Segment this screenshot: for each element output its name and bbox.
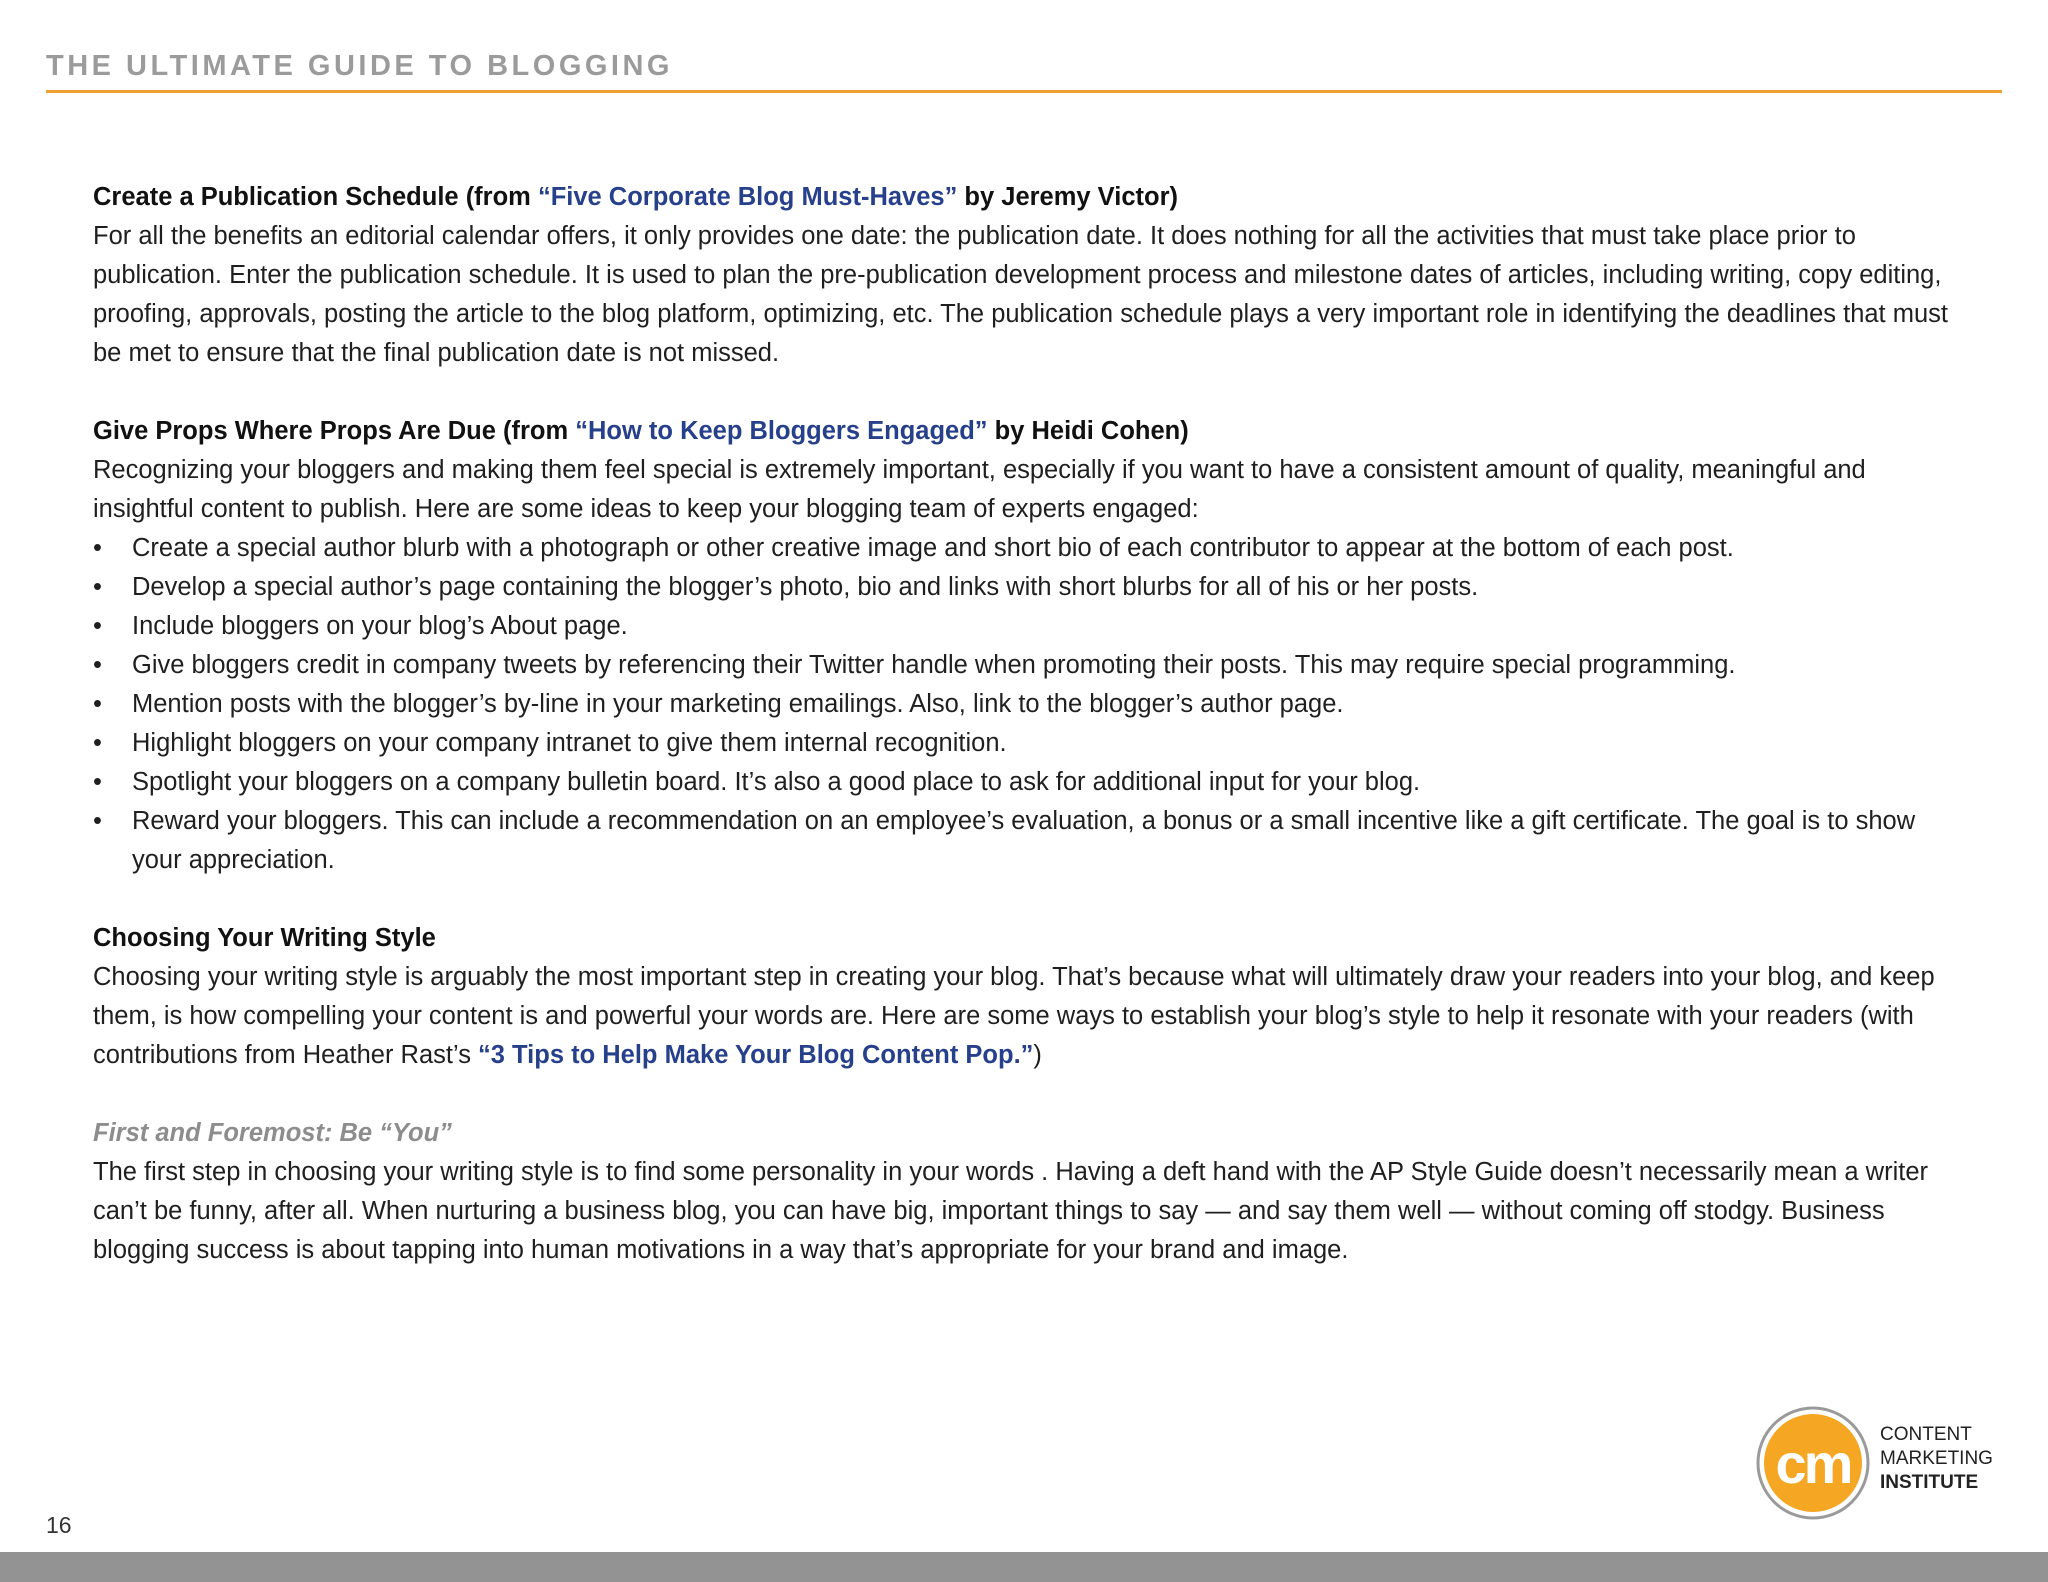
source-author: by Jeremy Victor) <box>957 183 1178 211</box>
section-heading <box>93 178 1963 217</box>
heading-text: Give Props Where Props Are Due <box>93 417 496 445</box>
section-body: For all the benefits an editorial calendar offers, it only provides one date: the publication date. It does nothing for all the activities that must take place prior to publication. Enter the publication schedule. It is used to plan the pre-publication development process and milestone dates of articles, including writing, copy editing, proofing, approvals, posting the article to the blog platform, optimizing, etc. The publication schedule plays a very important role in identifying the deadlines that must be met to ensure that the final publication date is not missed. <box>93 222 1948 367</box>
source-prefix: (from <box>458 183 538 211</box>
document-header-title: THE ULTIMATE GUIDE TO BLOGGING <box>46 50 673 82</box>
list-item <box>93 763 1963 802</box>
logo-line-institute: INSTITUTE <box>1880 1472 1979 1493</box>
bullet-icon: • <box>93 612 102 640</box>
source-prefix: (from <box>495 417 576 445</box>
section-body <box>93 958 1963 1075</box>
list-item <box>93 568 1963 607</box>
list-item <box>93 685 1963 724</box>
bullet-icon: • <box>93 690 102 718</box>
list-item <box>93 529 1963 568</box>
logo-line-marketing: MARKETING <box>1880 1448 1993 1469</box>
ideas-list <box>93 529 1963 880</box>
footer-bar <box>0 1552 2048 1582</box>
logo-line-content: CONTENT <box>1880 1424 1972 1445</box>
body-text-end: ) <box>1033 1041 1042 1069</box>
section-intro: Recognizing your bloggers and making them feel special is extremely important, especially if you want to have a consistent amount of quality, meaningful and insightful content to publish. Here are some ideas to keep your blogging team of experts engaged: <box>93 456 1866 523</box>
list-item-text: Reward your bloggers. This can include a recommendation on an employee’s evaluation, a bonus or a small incentive like a gift certificate. The goal is to show your appreciation. <box>132 807 1916 874</box>
body-text: Choosing your writing style is arguably the most important step in creating your blog. That’s because what will ultimately draw your readers into your blog, and keep them, is how compelling your content is and powerful your words are. Here are some ways to establish your blog’s style to help it resonate with your readers (with contributions from Heather Rast’s <box>93 963 1935 1069</box>
article-link-content-pop[interactable]: “3 Tips to Help Make Your Blog Content Pop.” <box>478 1041 1034 1069</box>
bullet-icon: • <box>93 651 102 679</box>
cm-logo-icon <box>1755 1405 1871 1521</box>
logo-monogram: cm <box>1775 1432 1851 1495</box>
bullet-icon: • <box>93 573 102 601</box>
list-item-text: Mention posts with the blogger’s by-line in your marketing emailings. Also, link to the blogger’s author page. <box>132 690 1344 718</box>
section-heading: Choosing Your Writing Style <box>93 924 436 952</box>
heading-text: Create a Publication Schedule <box>93 183 459 211</box>
article-link-five-corporate[interactable]: “Five Corporate Blog Must-Haves” <box>537 183 958 211</box>
list-item <box>93 724 1963 763</box>
section-be-you <box>93 1114 1963 1270</box>
section-heading <box>93 412 1963 451</box>
article-link-keep-bloggers-engaged[interactable]: “How to Keep Bloggers Engaged” <box>575 417 988 445</box>
page-number: 16 <box>46 1512 72 1538</box>
main-content <box>93 178 1963 1309</box>
list-item <box>93 646 1963 685</box>
list-item-text: Develop a special author’s page containing the blogger’s photo, bio and links with short blurbs for all of his or her posts. <box>132 573 1479 601</box>
source-author: by Heidi Cohen) <box>987 417 1189 445</box>
list-item-text: Highlight bloggers on your company intranet to give them internal recognition. <box>132 729 1007 757</box>
section-give-props <box>93 412 1963 880</box>
list-item-text: Create a special author blurb with a photograph or other creative image and short bio of each contributor to appear at the bottom of each post. <box>132 534 1734 562</box>
list-item-text: Spotlight your bloggers on a company bulletin board. It’s also a good place to ask for additional input for your blog. <box>132 768 1421 796</box>
section-writing-style <box>93 919 1963 1075</box>
section-body: The first step in choosing your writing style is to find some personality in your words . Having a deft hand with the AP Style Guide doesn’t necessarily mean a writer can’t be funny, after all. When nurturing a business blog, you can have big, important things to say — and say them well — without coming off stodgy. Business blogging success is about tapping into human motivations in a way that’s appropriate for your brand and image. <box>93 1158 1929 1264</box>
bullet-icon: • <box>93 534 102 562</box>
header-divider <box>46 90 2002 93</box>
list-item <box>93 802 1963 880</box>
bullet-icon: • <box>93 768 102 796</box>
logo-wordmark <box>1880 1423 1993 1495</box>
subsection-heading: First and Foremost: Be “You” <box>93 1119 452 1147</box>
list-item <box>93 607 1963 646</box>
bullet-icon: • <box>93 729 102 757</box>
bullet-icon: • <box>93 807 102 835</box>
list-item-text: Include bloggers on your blog’s About page. <box>132 612 628 640</box>
list-item-text: Give bloggers credit in company tweets by referencing their Twitter handle when promoting their posts. This may require special programming. <box>132 651 1736 679</box>
section-publication-schedule <box>93 178 1963 373</box>
